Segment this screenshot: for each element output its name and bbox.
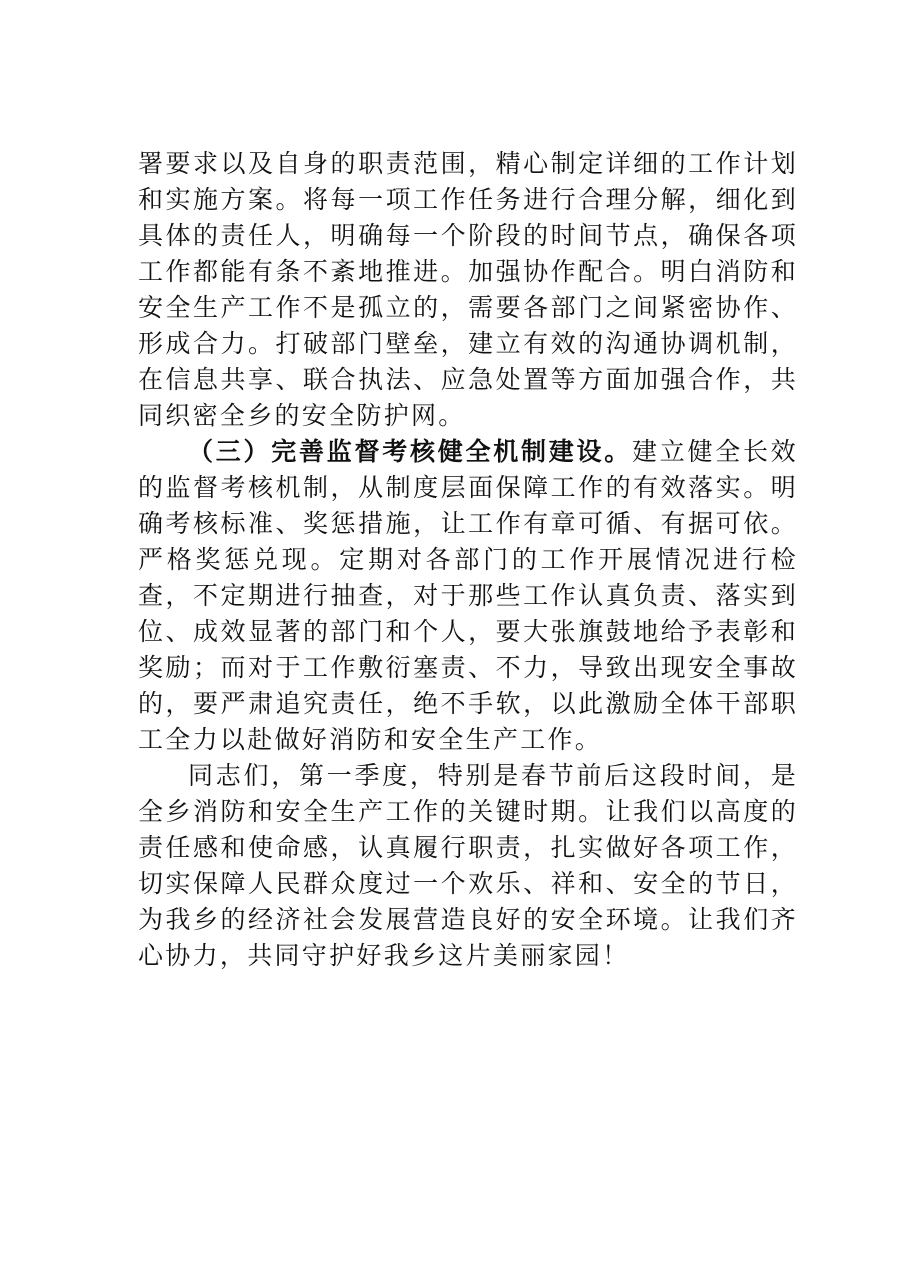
paragraph-closing bbox=[138, 758, 798, 974]
section-heading: （三）完善监督考核健全机制建设。 bbox=[188, 437, 632, 466]
paragraph-section-three bbox=[138, 434, 798, 758]
document-body bbox=[138, 146, 798, 974]
paragraph-text: 建立健全长效的监督考核机制，从制度层面保障工作的有效落实。明确考核标准、奖惩措施，让工作有章可循、有据可依。严格奖惩兑现。定期对各部门的工作开展情况进行检查，不定期进行抽查，对于那些工作认真负责、落实到位、成效显著的部门和个人，要大张旗鼓地给予表彰和奖励；而对于工作敷衍塞责、不力，导致出现安全事故的，要严肃追究责任，绝不手软，以此激励全体干部职工全力以赴做好消防和安全生产工作。 bbox=[138, 437, 798, 754]
paragraph-text: 署要求以及自身的职责范围，精心制定详细的工作计划和实施方案。将每一项工作任务进行合理分解，细化到具体的责任人，明确每一个阶段的时间节点，确保各项工作都能有条不紊地推进。加强协作配合。明白消防和安全生产工作不是孤立的，需要各部门之间紧密协作、形成合力。打破部门壁垒，建立有效的沟通协调机制，在信息共享、联合执法、应急处置等方面加强合作，共同织密全乡的安全防护网。 bbox=[138, 149, 798, 430]
paragraph-text: 同志们，第一季度，特别是春节前后这段时间，是全乡消防和安全生产工作的关键时期。让我们以高度的责任感和使命感，认真履行职责，扎实做好各项工作，切实保障人民群众度过一个欢乐、祥和、安全的节日，为我乡的经济社会发展营造良好的安全环境。让我们齐心协力，共同守护好我乡这片美丽家园！ bbox=[138, 761, 798, 970]
paragraph-continuation bbox=[138, 146, 798, 434]
